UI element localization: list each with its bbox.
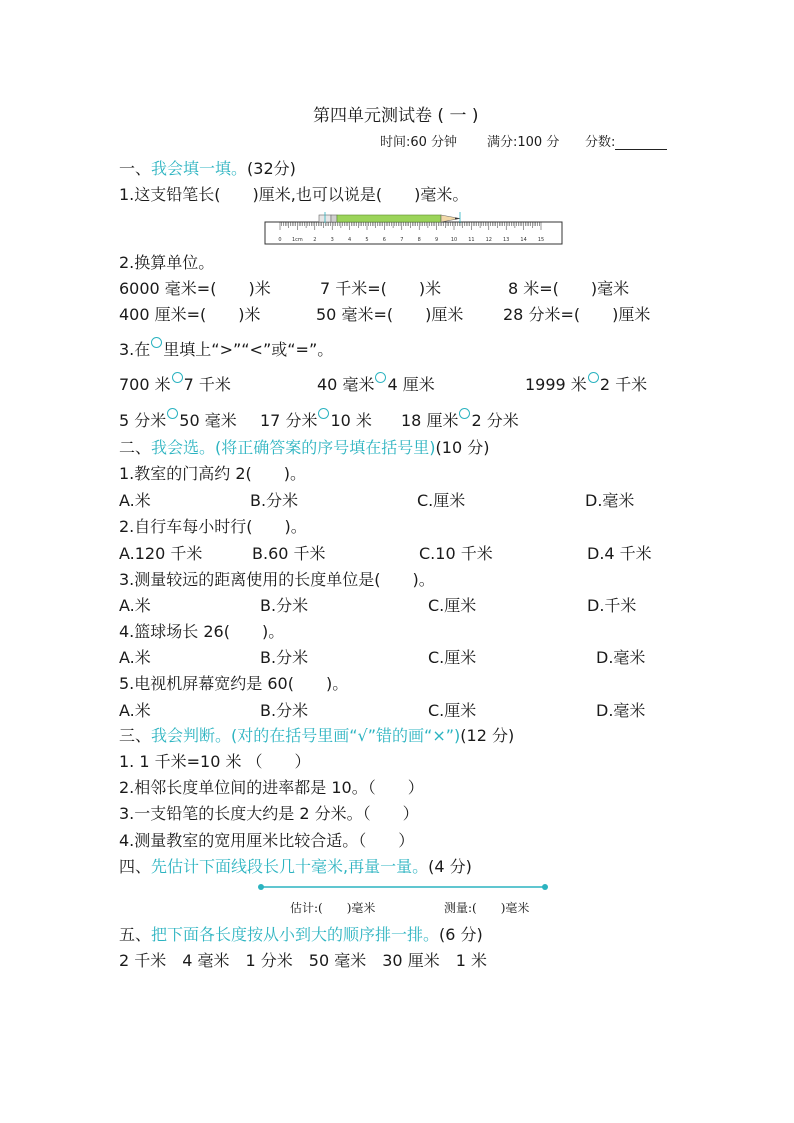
section-title: 我会填一填。 — [151, 159, 248, 178]
ruler-label: 13 — [503, 237, 510, 243]
option-c[interactable]: C.10 千米 — [419, 544, 493, 563]
compare-circle-icon — [151, 337, 162, 348]
compare-item — [401, 408, 519, 431]
section-title: 我会判断。(对的在括号里画“√”错的画“×”) — [151, 726, 461, 745]
ruler-label: 14 — [520, 237, 527, 243]
choice-question: 1.教室的门高约 2( )。 — [119, 464, 307, 483]
compare-left: 1999 米 — [525, 375, 587, 394]
section-points: (6 分) — [439, 925, 483, 944]
compare-item — [119, 372, 231, 395]
compare-circle-icon[interactable] — [375, 372, 386, 383]
page-title: 第四单元测试卷 ( 一 ) — [313, 106, 479, 126]
time-label: 时间:60 分钟 — [380, 135, 458, 150]
option-c[interactable]: C.厘米 — [428, 701, 477, 720]
question-1-3 — [119, 337, 333, 360]
ruler-label: 0 — [278, 237, 282, 243]
judge-item: 4.测量教室的宽用厘米比较合适。（ ） — [119, 831, 415, 850]
compare-item — [119, 408, 237, 431]
ruler-with-pencil — [264, 212, 564, 246]
ruler-label: 12 — [485, 237, 492, 243]
ruler-label: 1cm — [291, 237, 303, 243]
option-b[interactable]: B.分米 — [260, 596, 309, 615]
compare-left: 17 分米 — [260, 411, 318, 430]
compare-circle-icon[interactable] — [318, 408, 329, 419]
option-c[interactable]: C.厘米 — [428, 596, 477, 615]
choice-question: 5.电视机屏幕宽约是 60( )。 — [119, 674, 349, 693]
section-number: 二、 — [119, 438, 152, 457]
section-points: (4 分) — [428, 857, 472, 876]
ruler-label: 8 — [417, 237, 421, 243]
section-4-heading — [119, 854, 472, 877]
score-field — [585, 131, 667, 150]
section-points: (12 分) — [460, 726, 515, 745]
ruler-label: 9 — [435, 237, 439, 243]
compare-right: 50 毫米 — [179, 411, 237, 430]
conversion-item: 6000 毫米=( )米 — [119, 279, 271, 298]
section-5-heading — [119, 922, 483, 945]
compare-right: 2 分米 — [471, 411, 519, 430]
option-c[interactable]: C.厘米 — [428, 648, 477, 667]
option-c[interactable]: C.厘米 — [417, 491, 466, 510]
compare-left: 40 毫米 — [317, 375, 375, 394]
judge-item: 3.一支铅笔的长度大约是 2 分米。（ ） — [119, 804, 419, 823]
section-title: 我会选。(将正确答案的序号填在括号里) — [151, 438, 436, 457]
compare-left: 700 米 — [119, 375, 171, 394]
option-d[interactable]: D.毫米 — [596, 648, 646, 667]
option-b[interactable]: B.分米 — [260, 701, 309, 720]
section-2-heading — [119, 435, 489, 458]
compare-circle-icon[interactable] — [588, 372, 599, 383]
measure-label: 测量:( )毫米 — [444, 901, 530, 915]
conversion-item: 50 毫米=( )厘米 — [316, 305, 464, 324]
compare-left: 18 厘米 — [401, 411, 459, 430]
choice-question: 2.自行车每小时行( )。 — [119, 517, 307, 536]
judge-item: 2.相邻长度单位间的进率都是 10。（ ） — [119, 778, 424, 797]
ruler-label: 2 — [313, 237, 317, 243]
compare-right: 4 厘米 — [387, 375, 435, 394]
option-b[interactable]: B.60 千米 — [252, 544, 326, 563]
q3-suffix: 里填上“>”“<”或“=”。 — [163, 340, 334, 359]
ruler-label: 15 — [537, 237, 545, 243]
option-d[interactable]: D.4 千米 — [587, 544, 652, 563]
option-d[interactable]: D.毫米 — [596, 701, 646, 720]
section-number: 四、 — [119, 857, 152, 876]
judge-item: 1. 1 千米=10 米 （ ） — [119, 752, 311, 771]
compare-item — [317, 372, 435, 395]
choice-question: 3.测量较远的距离使用的长度单位是( )。 — [119, 570, 435, 589]
option-a[interactable]: A.米 — [119, 596, 151, 615]
score-label: 分数: — [585, 135, 616, 150]
option-b[interactable]: B.分米 — [260, 648, 309, 667]
compare-right: 2 千米 — [599, 375, 648, 394]
section-number: 五、 — [119, 925, 152, 944]
section-points: (32分) — [247, 159, 296, 178]
option-a[interactable]: A.120 千米 — [119, 544, 203, 563]
option-d[interactable]: D.千米 — [587, 596, 637, 615]
segment-endpoint — [542, 884, 548, 890]
ruler-label: 3 — [330, 237, 334, 243]
compare-circle-icon[interactable] — [167, 408, 178, 419]
question-1-1: 1.这支铅笔长( )厘米,也可以说是( )毫米。 — [119, 185, 469, 204]
ruler-label: 6 — [382, 237, 386, 243]
option-b[interactable]: B.分米 — [250, 491, 299, 510]
conversion-item: 400 厘米=( )米 — [119, 305, 261, 324]
line-segment — [255, 881, 551, 893]
ruler-label: 10 — [450, 237, 458, 243]
compare-right: 10 米 — [330, 411, 372, 430]
ruler-label: 11 — [468, 237, 475, 243]
option-d[interactable]: D.毫米 — [585, 491, 635, 510]
choice-question: 4.篮球场长 26( )。 — [119, 622, 285, 641]
section-points: (10 分) — [435, 438, 490, 457]
full-score-label: 满分:100 分 — [487, 135, 560, 150]
section-number: 一、 — [119, 159, 152, 178]
compare-circle-icon[interactable] — [459, 408, 470, 419]
question-1-2: 2.换算单位。 — [119, 253, 215, 272]
conversion-item: 8 米=( )毫米 — [508, 279, 630, 298]
q3-prefix: 3.在 — [119, 340, 151, 359]
score-blank[interactable] — [615, 135, 667, 150]
ruler-label: 7 — [400, 237, 404, 243]
ruler-label: 4 — [348, 237, 352, 243]
section-3-heading — [119, 723, 514, 746]
section-number: 三、 — [119, 726, 152, 745]
ruler-label: 5 — [365, 237, 369, 243]
section-title: 把下面各长度按从小到大的顺序排一排。 — [151, 925, 440, 944]
conversion-item: 7 千米=( )米 — [320, 279, 442, 298]
option-a[interactable]: A.米 — [119, 648, 151, 667]
pencil-icon — [319, 215, 460, 222]
segment-endpoint — [258, 884, 264, 890]
section-1-heading — [119, 156, 296, 179]
length-items: 2 千米 4 毫米 1 分米 50 毫米 30 厘米 1 米 — [119, 951, 487, 970]
compare-item — [525, 372, 647, 395]
estimate-label: 估计:( )毫米 — [290, 901, 376, 915]
section-title: 先估计下面线段长几十毫米,再量一量。 — [151, 857, 429, 876]
compare-right: 7 千米 — [183, 375, 231, 394]
option-a[interactable]: A.米 — [119, 701, 151, 720]
compare-circle-icon[interactable] — [172, 372, 183, 383]
compare-left: 5 分米 — [119, 411, 167, 430]
compare-item — [260, 408, 372, 431]
option-a[interactable]: A.米 — [119, 491, 151, 510]
conversion-item: 28 分米=( )厘米 — [503, 305, 651, 324]
